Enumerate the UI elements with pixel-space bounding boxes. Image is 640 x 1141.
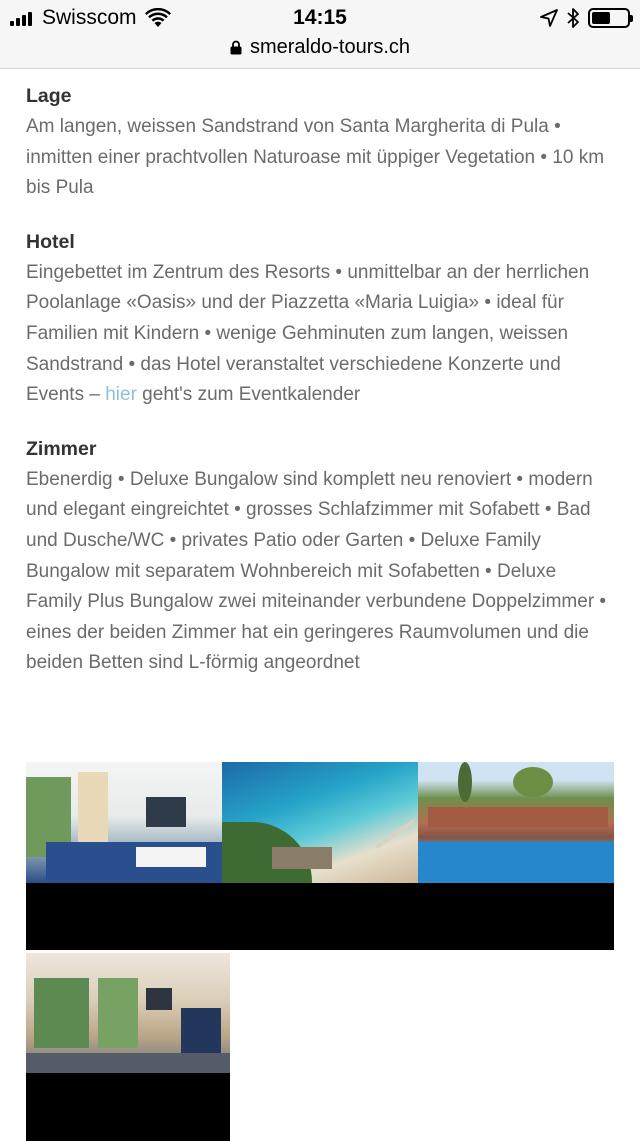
section-title: Hotel [26, 230, 75, 253]
event-calendar-link[interactable]: hier [105, 384, 137, 406]
status-right [540, 5, 630, 31]
section-lage [26, 80, 616, 204]
section-text: Am langen, weissen Sandstrand von Santa Margherita di Pula • inmitten einer prachtvollen Naturoase mit üppiger Vegetation • 10 km bis Pula [26, 116, 605, 199]
section-hotel [26, 226, 616, 411]
section-title: Zimmer [26, 437, 97, 460]
gallery-caption-bar [26, 883, 614, 950]
section-zimmer [26, 433, 616, 679]
section-title: Lage [26, 85, 72, 107]
battery-icon [588, 8, 630, 28]
bluetooth-icon [566, 7, 580, 29]
clock: 14:15 [293, 6, 347, 29]
carrier-name: Swisscom [42, 6, 137, 29]
section-text [26, 258, 616, 411]
section-text: Ebenerdig • Deluxe Bungalow sind komplett neu renoviert • modern und elegant eingreichtet • grosses Schlafzimmer mit Sofabett • Bad und Dusche/WC • privates Patio oder Garten • Deluxe Family Bungalow mit separatem Wohnbereich mit Sofabetten • Deluxe Family Plus Bungalow zwei miteinander verbundene Doppelzimmer • eines der beiden Zimmer hat ein geringeres Raumvolumen und die beiden Betten sind L-förmig angeordnet [26, 468, 607, 674]
text-before-link: Eingebettet im Zentrum des Resorts • unmittelbar an der herrlichen Poolanlage «Oasis» und der Piazzetta «Maria Luigia» • ideal für Familien mit Kindern • wenige Gehminuten zum langen, weissen Sandstrand • das Hotel veranstaltet verschiedene Konzerte und Events – [26, 261, 590, 406]
wifi-icon [145, 8, 171, 28]
location-arrow-icon [540, 9, 558, 27]
address-bar[interactable] [0, 34, 640, 60]
gallery-caption-bar [26, 1073, 230, 1141]
status-left [10, 5, 171, 31]
photo-gallery [26, 762, 614, 1141]
text-after-link: geht's zum Eventkalender [136, 384, 361, 406]
pool-resort-photo[interactable] [418, 762, 614, 883]
signal-icon [10, 11, 34, 26]
beach-aerial-photo[interactable] [222, 762, 418, 883]
lock-icon [230, 40, 242, 55]
url-text[interactable]: smeraldo-tours.ch [249, 35, 411, 58]
bungalow-room-photo[interactable] [26, 762, 222, 883]
hotel-description [26, 80, 616, 701]
browser-top-bar [0, 0, 640, 69]
family-bungalow-photo[interactable] [26, 953, 230, 1073]
gallery-row [26, 762, 614, 883]
